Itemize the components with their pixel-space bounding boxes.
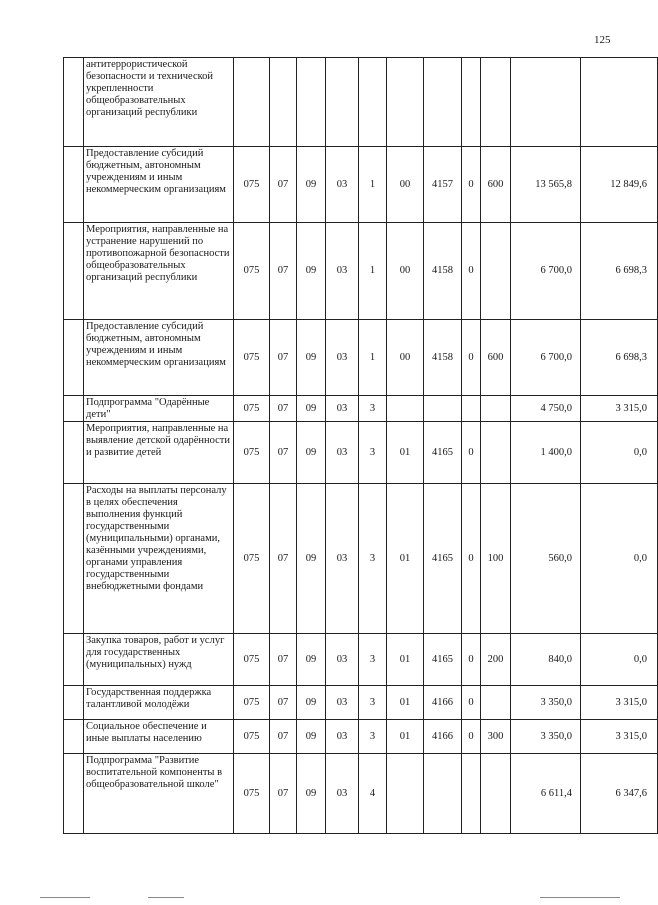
- cell-s1: [511, 58, 581, 147]
- cell-c4: 4165: [424, 422, 462, 484]
- cell-c5: [462, 754, 481, 834]
- cell-rz: 07: [270, 484, 297, 634]
- row-marker-cell: [64, 754, 84, 834]
- cell-s2: 0,0: [581, 484, 658, 634]
- cell-c1: 03: [326, 396, 359, 422]
- row-marker-cell: [64, 147, 84, 223]
- cell-pr: 09: [297, 754, 326, 834]
- cell-vr: 200: [481, 634, 511, 686]
- table-row: [64, 147, 658, 223]
- cell-c1: 03: [326, 147, 359, 223]
- cell-ved: [234, 58, 270, 147]
- cell-ved: 075: [234, 686, 270, 720]
- cell-ved: 075: [234, 223, 270, 320]
- cell-s1: 560,0: [511, 484, 581, 634]
- cell-s2: 6 347,6: [581, 754, 658, 834]
- cell-c4: 4157: [424, 147, 462, 223]
- cell-c4: 4166: [424, 686, 462, 720]
- cell-ved: 075: [234, 634, 270, 686]
- table-row: [64, 422, 658, 484]
- cell-c3: 00: [387, 223, 424, 320]
- row-marker-cell: [64, 634, 84, 686]
- cell-c4: 4165: [424, 484, 462, 634]
- cell-vr: 100: [481, 484, 511, 634]
- table-row: [64, 484, 658, 634]
- cell-s2: 3 315,0: [581, 396, 658, 422]
- cell-pr: 09: [297, 396, 326, 422]
- row-name: Расходы на выплаты персоналу в целях обеспечения выполнения функций государственными (муниципальными) органами, казёнными учреждениями, органами управления государственными внебюджетными фондами: [84, 484, 234, 634]
- table-row: [64, 223, 658, 320]
- cell-s2: 0,0: [581, 634, 658, 686]
- cell-c2: 1: [359, 320, 387, 396]
- cell-pr: 09: [297, 223, 326, 320]
- row-name: Закупка товаров, работ и услуг для государственных (муниципальных) нужд: [84, 634, 234, 686]
- cell-pr: 09: [297, 320, 326, 396]
- cell-c2: 3: [359, 720, 387, 754]
- cell-c5: 0: [462, 686, 481, 720]
- cell-pr: 09: [297, 484, 326, 634]
- cell-rz: 07: [270, 754, 297, 834]
- cell-c5: 0: [462, 484, 481, 634]
- cell-c5: 0: [462, 634, 481, 686]
- cell-ved: 075: [234, 147, 270, 223]
- cell-s2: 3 315,0: [581, 720, 658, 754]
- cell-rz: 07: [270, 223, 297, 320]
- cell-c2: 3: [359, 484, 387, 634]
- cell-pr: 09: [297, 147, 326, 223]
- cell-c2: 4: [359, 754, 387, 834]
- budget-table: [63, 57, 658, 834]
- cell-s1: 6 700,0: [511, 223, 581, 320]
- cell-c4: [424, 58, 462, 147]
- cell-s2: 0,0: [581, 422, 658, 484]
- cell-c3: 00: [387, 320, 424, 396]
- row-marker-cell: [64, 58, 84, 147]
- cell-c5: 0: [462, 320, 481, 396]
- cell-c1: 03: [326, 484, 359, 634]
- cell-ved: 075: [234, 320, 270, 396]
- cell-c5: 0: [462, 223, 481, 320]
- cell-ved: 075: [234, 396, 270, 422]
- cell-c3: [387, 396, 424, 422]
- row-name: Предоставление субсидий бюджетным, автономным учреждениям и иным некоммерческим организациям: [84, 147, 234, 223]
- cell-pr: 09: [297, 686, 326, 720]
- row-marker-cell: [64, 686, 84, 720]
- cell-c2: 1: [359, 147, 387, 223]
- cell-c5: 0: [462, 720, 481, 754]
- cell-s2: 6 698,3: [581, 223, 658, 320]
- cell-c3: 01: [387, 634, 424, 686]
- row-name: Мероприятия, направленные на устранение нарушений по противопожарной безопасности общеобразовательных организаций республики: [84, 223, 234, 320]
- cell-rz: 07: [270, 320, 297, 396]
- table-row: [64, 396, 658, 422]
- bottom-dash-left: [40, 897, 90, 898]
- cell-c4: 4158: [424, 320, 462, 396]
- cell-c3: 01: [387, 720, 424, 754]
- cell-c3: 01: [387, 422, 424, 484]
- cell-c1: [326, 58, 359, 147]
- cell-c4: 4165: [424, 634, 462, 686]
- bottom-dash-right: [540, 897, 620, 898]
- cell-c2: 3: [359, 634, 387, 686]
- cell-s2: 12 849,6: [581, 147, 658, 223]
- cell-c1: 03: [326, 422, 359, 484]
- cell-c1: 03: [326, 754, 359, 834]
- table-row: [64, 720, 658, 754]
- cell-c1: 03: [326, 223, 359, 320]
- bottom-dash-left-2: [148, 897, 184, 898]
- cell-pr: 09: [297, 634, 326, 686]
- row-name: Государственная поддержка талантливой молодёжи: [84, 686, 234, 720]
- cell-s1: 840,0: [511, 634, 581, 686]
- cell-c4: [424, 396, 462, 422]
- table-row: [64, 58, 658, 147]
- page-number: 125: [594, 34, 611, 46]
- cell-vr: [481, 223, 511, 320]
- row-marker-cell: [64, 720, 84, 754]
- cell-s1: 6 611,4: [511, 754, 581, 834]
- cell-vr: [481, 422, 511, 484]
- cell-s2: 3 315,0: [581, 686, 658, 720]
- cell-rz: 07: [270, 396, 297, 422]
- row-name: Предоставление субсидий бюджетным, автономным учреждениям и иным некоммерческим организациям: [84, 320, 234, 396]
- cell-c1: 03: [326, 720, 359, 754]
- cell-s1: 1 400,0: [511, 422, 581, 484]
- cell-ved: 075: [234, 754, 270, 834]
- cell-rz: [270, 58, 297, 147]
- row-marker-cell: [64, 422, 84, 484]
- row-name: антитеррористической безопасности и технической укрепленности общеобразовательных организаций республики: [84, 58, 234, 147]
- cell-s2: [581, 58, 658, 147]
- row-marker-cell: [64, 484, 84, 634]
- cell-s1: 4 750,0: [511, 396, 581, 422]
- cell-vr: 600: [481, 320, 511, 396]
- cell-s2: 6 698,3: [581, 320, 658, 396]
- cell-c3: [387, 58, 424, 147]
- cell-c2: [359, 58, 387, 147]
- cell-ved: 075: [234, 720, 270, 754]
- cell-rz: 07: [270, 147, 297, 223]
- cell-c1: 03: [326, 634, 359, 686]
- cell-vr: [481, 58, 511, 147]
- cell-c4: [424, 754, 462, 834]
- cell-c3: 01: [387, 686, 424, 720]
- table-row: [64, 754, 658, 834]
- row-marker-cell: [64, 396, 84, 422]
- cell-c2: 3: [359, 422, 387, 484]
- cell-c5: 0: [462, 422, 481, 484]
- cell-c2: 3: [359, 396, 387, 422]
- cell-s1: 6 700,0: [511, 320, 581, 396]
- cell-c4: 4166: [424, 720, 462, 754]
- cell-s1: 3 350,0: [511, 720, 581, 754]
- cell-c3: 01: [387, 484, 424, 634]
- cell-c3: [387, 754, 424, 834]
- cell-ved: 075: [234, 422, 270, 484]
- cell-c5: [462, 58, 481, 147]
- cell-ved: 075: [234, 484, 270, 634]
- row-name: Подпрограмма "Развитие воспитательной компоненты в общеобразовательной школе": [84, 754, 234, 834]
- cell-c5: 0: [462, 147, 481, 223]
- table-row: [64, 634, 658, 686]
- cell-c5: [462, 396, 481, 422]
- cell-pr: 09: [297, 422, 326, 484]
- cell-c4: 4158: [424, 223, 462, 320]
- cell-c1: 03: [326, 686, 359, 720]
- cell-rz: 07: [270, 422, 297, 484]
- cell-c1: 03: [326, 320, 359, 396]
- cell-c3: 00: [387, 147, 424, 223]
- cell-rz: 07: [270, 686, 297, 720]
- cell-vr: [481, 396, 511, 422]
- cell-vr: [481, 686, 511, 720]
- row-name: Мероприятия, направленные на выявление детской одарённости и развитие детей: [84, 422, 234, 484]
- table-row: [64, 320, 658, 396]
- cell-pr: [297, 58, 326, 147]
- cell-rz: 07: [270, 634, 297, 686]
- row-marker-cell: [64, 320, 84, 396]
- cell-rz: 07: [270, 720, 297, 754]
- row-name: Подпрограмма "Одарённые дети": [84, 396, 234, 422]
- cell-s1: 3 350,0: [511, 686, 581, 720]
- cell-c2: 3: [359, 686, 387, 720]
- cell-c2: 1: [359, 223, 387, 320]
- cell-vr: [481, 754, 511, 834]
- row-marker-cell: [64, 223, 84, 320]
- cell-vr: 600: [481, 147, 511, 223]
- table-row: [64, 686, 658, 720]
- cell-pr: 09: [297, 720, 326, 754]
- cell-s1: 13 565,8: [511, 147, 581, 223]
- cell-vr: 300: [481, 720, 511, 754]
- row-name: Социальное обеспечение и иные выплаты населению: [84, 720, 234, 754]
